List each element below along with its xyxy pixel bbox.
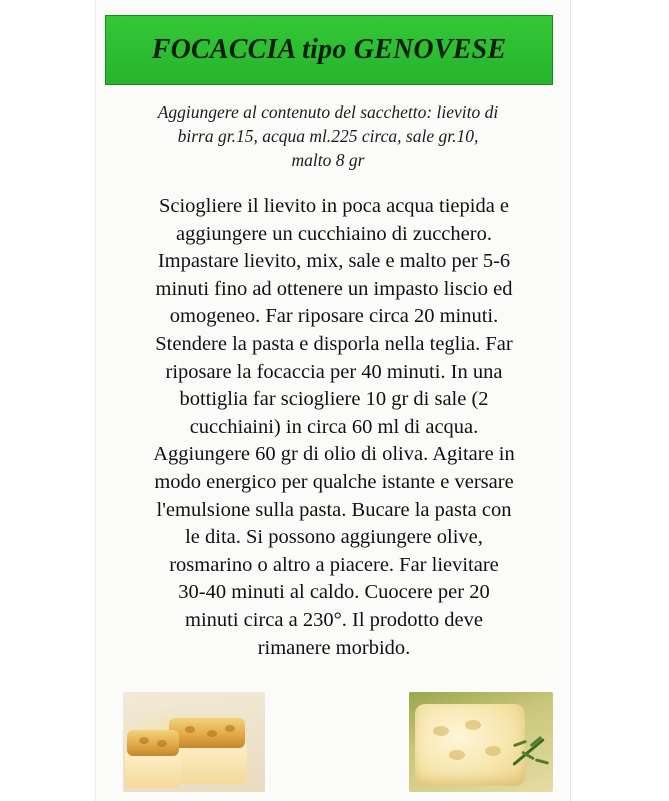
recipe-title: FOCACCIA tipo GENOVESE xyxy=(151,34,507,65)
instruction-line: Sciogliere il lievito in poca acqua tiepida e xyxy=(158,195,510,217)
instructions-paragraph xyxy=(104,193,564,662)
focaccia-slice xyxy=(127,730,179,756)
ingredients-line: malto 8 gr xyxy=(291,150,365,170)
focaccia-dimple xyxy=(185,726,195,733)
instruction-line: omogeneo. Far riposare circa 20 minuti. xyxy=(169,305,499,328)
focaccia-dimple xyxy=(449,750,465,760)
instruction-line: bottiglia far sciogliere 10 gr di sale (2 xyxy=(179,388,489,411)
focaccia-slices-photo xyxy=(123,692,265,792)
instruction-line: l'emulsione sulla pasta. Bucare la pasta con xyxy=(156,498,512,521)
focaccia-dimple xyxy=(157,740,167,747)
instruction-line: rimanere morbido. xyxy=(257,636,411,659)
instruction-line: cucchiaini) in circa 60 ml di acqua. xyxy=(189,415,479,438)
focaccia-dimple xyxy=(433,726,449,736)
focaccia-dimple xyxy=(225,725,235,732)
instruction-line: aggiungere un cucchiaino di zucchero. xyxy=(176,222,492,245)
focaccia-dimple xyxy=(465,720,481,730)
ingredients-note xyxy=(108,100,548,172)
instruction-line: minuti fino ad ottenere un impasto liscio ed xyxy=(155,277,513,300)
instruction-line: minuti circa a 230°. Il prodotto deve xyxy=(185,608,483,631)
title-banner xyxy=(105,15,553,85)
ingredients-line: birra gr.15, acqua ml.225 circa, sale gr.10, xyxy=(177,126,479,146)
instruction-line: Stendere la pasta e disporla nella teglia. Far xyxy=(155,332,513,355)
rosemary-leaf xyxy=(535,758,549,765)
focaccia-loaf xyxy=(415,704,525,786)
focaccia-rosemary-photo xyxy=(409,692,553,792)
instruction-line: rosmarino o altro a piacere. Far lievitare xyxy=(169,553,499,576)
instruction-line: Impastare lievito, mix, sale e malto per 5-6 xyxy=(157,250,511,273)
instruction-line: modo energico per qualche istante e versare xyxy=(154,470,514,493)
instruction-line: Aggiungere 60 gr di olio di oliva. Agitare in xyxy=(153,443,515,466)
focaccia-dimple xyxy=(139,737,149,744)
focaccia-dimple xyxy=(207,730,217,737)
instruction-line: riposare la focaccia per 40 minuti. In una xyxy=(165,360,503,383)
focaccia-dimple xyxy=(485,746,501,756)
instruction-line: 30-40 minuti al caldo. Cuocere per 20 xyxy=(178,581,490,604)
ingredients-line: Aggiungere al contenuto del sacchetto: lievito di xyxy=(157,102,499,122)
instruction-line: le dita. Si possono aggiungere olive, xyxy=(185,526,483,549)
